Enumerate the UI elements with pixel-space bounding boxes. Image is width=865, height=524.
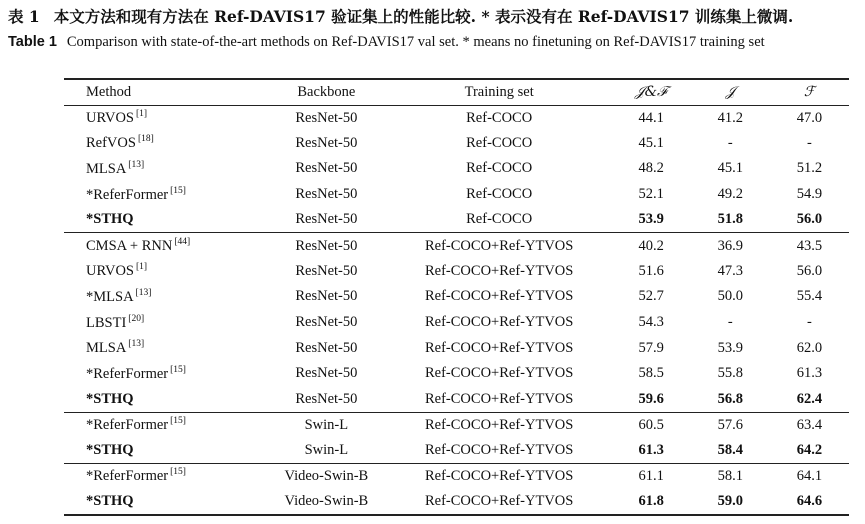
method-cell: [64, 259, 266, 285]
backbone-cell: ResNet-50: [295, 288, 358, 305]
j-and-f-cell: 45.1: [638, 134, 664, 151]
table-row: [64, 259, 849, 285]
method-cell: [64, 412, 266, 438]
j-and-f-cell: 61.1: [638, 467, 664, 484]
caption-chinese-text: 本文方法和现有方法在 Ref-DAVIS17 验证集上的性能比较. * 表示没有在 Ref-DAVIS17 训练集上微调.: [53, 7, 794, 26]
backbone-cell: ResNet-50: [295, 262, 358, 279]
method-cell: [64, 489, 266, 515]
training-set-cell: Ref-COCO+Ref-YTVOS: [387, 387, 612, 413]
j-cell: 53.9: [717, 339, 743, 356]
j-and-f-cell: 60.5: [638, 416, 664, 433]
method-cell: [64, 284, 266, 310]
method-reference: [18]: [137, 134, 154, 145]
method-name: *STHQ: [86, 441, 134, 458]
backbone-cell: Video-Swin-B: [284, 467, 369, 484]
table-row: [64, 156, 849, 182]
method-name: *ReferFormer: [86, 417, 169, 434]
table-row: [64, 463, 849, 489]
backbone-cell: Video-Swin-B: [266, 489, 387, 515]
method-name: URVOS: [86, 263, 134, 280]
method-cell: [64, 182, 266, 208]
j-and-f-cell: 51.6: [638, 262, 664, 279]
method-cell: [64, 463, 266, 489]
f-cell: 62.0: [796, 339, 823, 356]
j-cell: 58.1: [717, 467, 743, 484]
method-name: *STHQ: [86, 211, 134, 228]
table-row: [64, 233, 849, 259]
j-and-f-cell: 61.3: [612, 438, 691, 464]
j-and-f-cell: 57.9: [638, 339, 664, 356]
f-cell: 64.1: [796, 467, 823, 484]
table-header-row: [64, 79, 849, 105]
j-and-f-cell: 61.8: [612, 489, 691, 515]
method-name: *STHQ: [86, 492, 134, 509]
j-and-f-cell: 52.7: [638, 288, 664, 305]
training-set-cell: Ref-COCO+Ref-YTVOS: [387, 438, 612, 464]
j-cell: 50.0: [717, 288, 743, 305]
method-name: *STHQ: [86, 390, 134, 407]
f-cell: -: [806, 314, 812, 331]
table-row: [64, 412, 849, 438]
j-cell: 47.3: [717, 262, 743, 279]
f-cell: 56.0: [796, 262, 823, 279]
f-cell: 62.4: [770, 387, 849, 413]
method-cell: [64, 131, 266, 157]
j-and-f-cell: 44.1: [638, 109, 664, 126]
method-name: MLSA: [86, 160, 127, 177]
method-name: LBSTI: [86, 314, 127, 331]
training-set-cell: Ref-COCO+Ref-YTVOS: [425, 237, 574, 254]
method-reference: [13]: [135, 287, 152, 298]
f-cell: 64.6: [770, 489, 849, 515]
j-cell: 57.6: [717, 416, 743, 433]
j-and-f-cell: 52.1: [638, 186, 664, 203]
training-set-cell: Ref-COCO: [466, 186, 533, 203]
backbone-cell: ResNet-50: [295, 160, 358, 177]
j-cell: 56.8: [691, 387, 770, 413]
j-and-f-cell: 40.2: [638, 237, 664, 254]
method-reference: [1]: [136, 262, 148, 273]
method-reference: [44]: [174, 237, 191, 248]
header-j: 𝒥: [691, 79, 770, 105]
caption-english-text: Comparison with state-of-the-art methods on Ref-DAVIS17 val set. * means no finetuning on Ref-DAVIS17 training set: [66, 34, 765, 50]
header-training-set: Training set: [387, 79, 612, 105]
method-reference: [15]: [170, 364, 186, 375]
method-name: CMSA + RNN: [86, 238, 173, 255]
training-set-cell: Ref-COCO: [466, 109, 533, 126]
backbone-cell: ResNet-50: [295, 237, 358, 254]
table-row: [64, 182, 849, 208]
backbone-cell: Swin-L: [266, 438, 387, 464]
method-cell: [64, 361, 266, 387]
method-reference: [13]: [128, 339, 145, 350]
j-and-f-cell: 54.3: [638, 314, 664, 331]
table-row: [64, 335, 849, 361]
j-and-f-cell: 58.5: [638, 365, 664, 382]
table-body: [64, 105, 849, 515]
j-and-f-cell: 59.6: [612, 387, 691, 413]
method-name: URVOS: [86, 110, 134, 127]
method-reference: [15]: [170, 416, 186, 427]
method-cell: [64, 438, 266, 464]
j-cell: 58.4: [691, 438, 770, 464]
backbone-cell: ResNet-50: [266, 207, 387, 233]
f-cell: 43.5: [796, 237, 823, 254]
method-reference: [13]: [128, 159, 145, 170]
f-cell: 61.3: [796, 365, 823, 382]
f-cell: 47.0: [796, 109, 823, 126]
method-reference: [15]: [170, 467, 186, 478]
table-row: [64, 438, 849, 464]
backbone-cell: ResNet-50: [295, 365, 358, 382]
f-cell: 64.2: [770, 438, 849, 464]
header-method: Method: [64, 79, 266, 105]
table-row: [64, 105, 849, 131]
backbone-cell: ResNet-50: [295, 339, 358, 356]
backbone-cell: Swin-L: [304, 416, 349, 433]
training-set-cell: Ref-COCO+Ref-YTVOS: [425, 314, 574, 331]
backbone-cell: ResNet-50: [295, 134, 358, 151]
header-j-and-f: 𝒥&ℱ: [612, 79, 691, 105]
caption-chinese-label: 表 1: [8, 7, 40, 26]
method-reference: [15]: [170, 185, 186, 196]
method-reference: [1]: [136, 109, 148, 120]
training-set-cell: Ref-COCO: [387, 207, 612, 233]
method-cell: [64, 233, 266, 259]
f-cell: 63.4: [796, 416, 823, 433]
table-row: [64, 207, 849, 233]
training-set-cell: Ref-COCO: [466, 160, 533, 177]
j-cell: -: [727, 314, 733, 331]
method-reference: [20]: [128, 313, 145, 324]
training-set-cell: Ref-COCO+Ref-YTVOS: [425, 365, 574, 382]
j-cell: 59.0: [691, 489, 770, 515]
table-row: [64, 387, 849, 413]
method-cell: [64, 335, 266, 361]
table-row: [64, 489, 849, 515]
table-row: [64, 131, 849, 157]
method-cell: [64, 105, 266, 131]
j-cell: 49.2: [717, 186, 743, 203]
j-cell: 41.2: [717, 109, 743, 126]
method-name: *MLSA: [86, 288, 134, 305]
j-cell: 55.8: [717, 365, 743, 382]
method-name: *ReferFormer: [86, 468, 169, 485]
f-cell: 54.9: [796, 186, 823, 203]
method-name: MLSA: [86, 340, 127, 357]
f-cell: 55.4: [796, 288, 823, 305]
training-set-cell: Ref-COCO+Ref-YTVOS: [425, 288, 574, 305]
j-cell: 51.8: [691, 207, 770, 233]
training-set-cell: Ref-COCO: [466, 134, 533, 151]
backbone-cell: ResNet-50: [295, 314, 358, 331]
method-cell: [64, 207, 266, 233]
training-set-cell: Ref-COCO+Ref-YTVOS: [425, 339, 574, 356]
header-backbone: Backbone: [266, 79, 387, 105]
method-cell: [64, 310, 266, 336]
caption-english: [8, 32, 858, 52]
j-cell: 36.9: [717, 237, 743, 254]
caption-chinese: [8, 4, 858, 30]
j-cell: -: [727, 134, 733, 151]
table-row: [64, 361, 849, 387]
method-name: *ReferFormer: [86, 365, 169, 382]
training-set-cell: Ref-COCO+Ref-YTVOS: [387, 489, 612, 515]
caption-english-label: Table 1: [8, 34, 57, 50]
j-cell: 45.1: [717, 160, 743, 177]
backbone-cell: ResNet-50: [295, 186, 358, 203]
method-name: *ReferFormer: [86, 186, 169, 203]
training-set-cell: Ref-COCO+Ref-YTVOS: [425, 416, 574, 433]
method-cell: [64, 156, 266, 182]
f-cell: -: [806, 134, 812, 151]
backbone-cell: ResNet-50: [295, 109, 358, 126]
method-cell: [64, 387, 266, 413]
backbone-cell: ResNet-50: [266, 387, 387, 413]
j-and-f-cell: 53.9: [612, 207, 691, 233]
table-row: [64, 310, 849, 336]
table-row: [64, 284, 849, 310]
comparison-table: [64, 78, 849, 516]
header-f: ℱ: [770, 79, 849, 105]
f-cell: 51.2: [796, 160, 823, 177]
training-set-cell: Ref-COCO+Ref-YTVOS: [425, 467, 574, 484]
method-name: RefVOS: [86, 135, 136, 152]
f-cell: 56.0: [770, 207, 849, 233]
j-and-f-cell: 48.2: [638, 160, 664, 177]
training-set-cell: Ref-COCO+Ref-YTVOS: [425, 262, 574, 279]
